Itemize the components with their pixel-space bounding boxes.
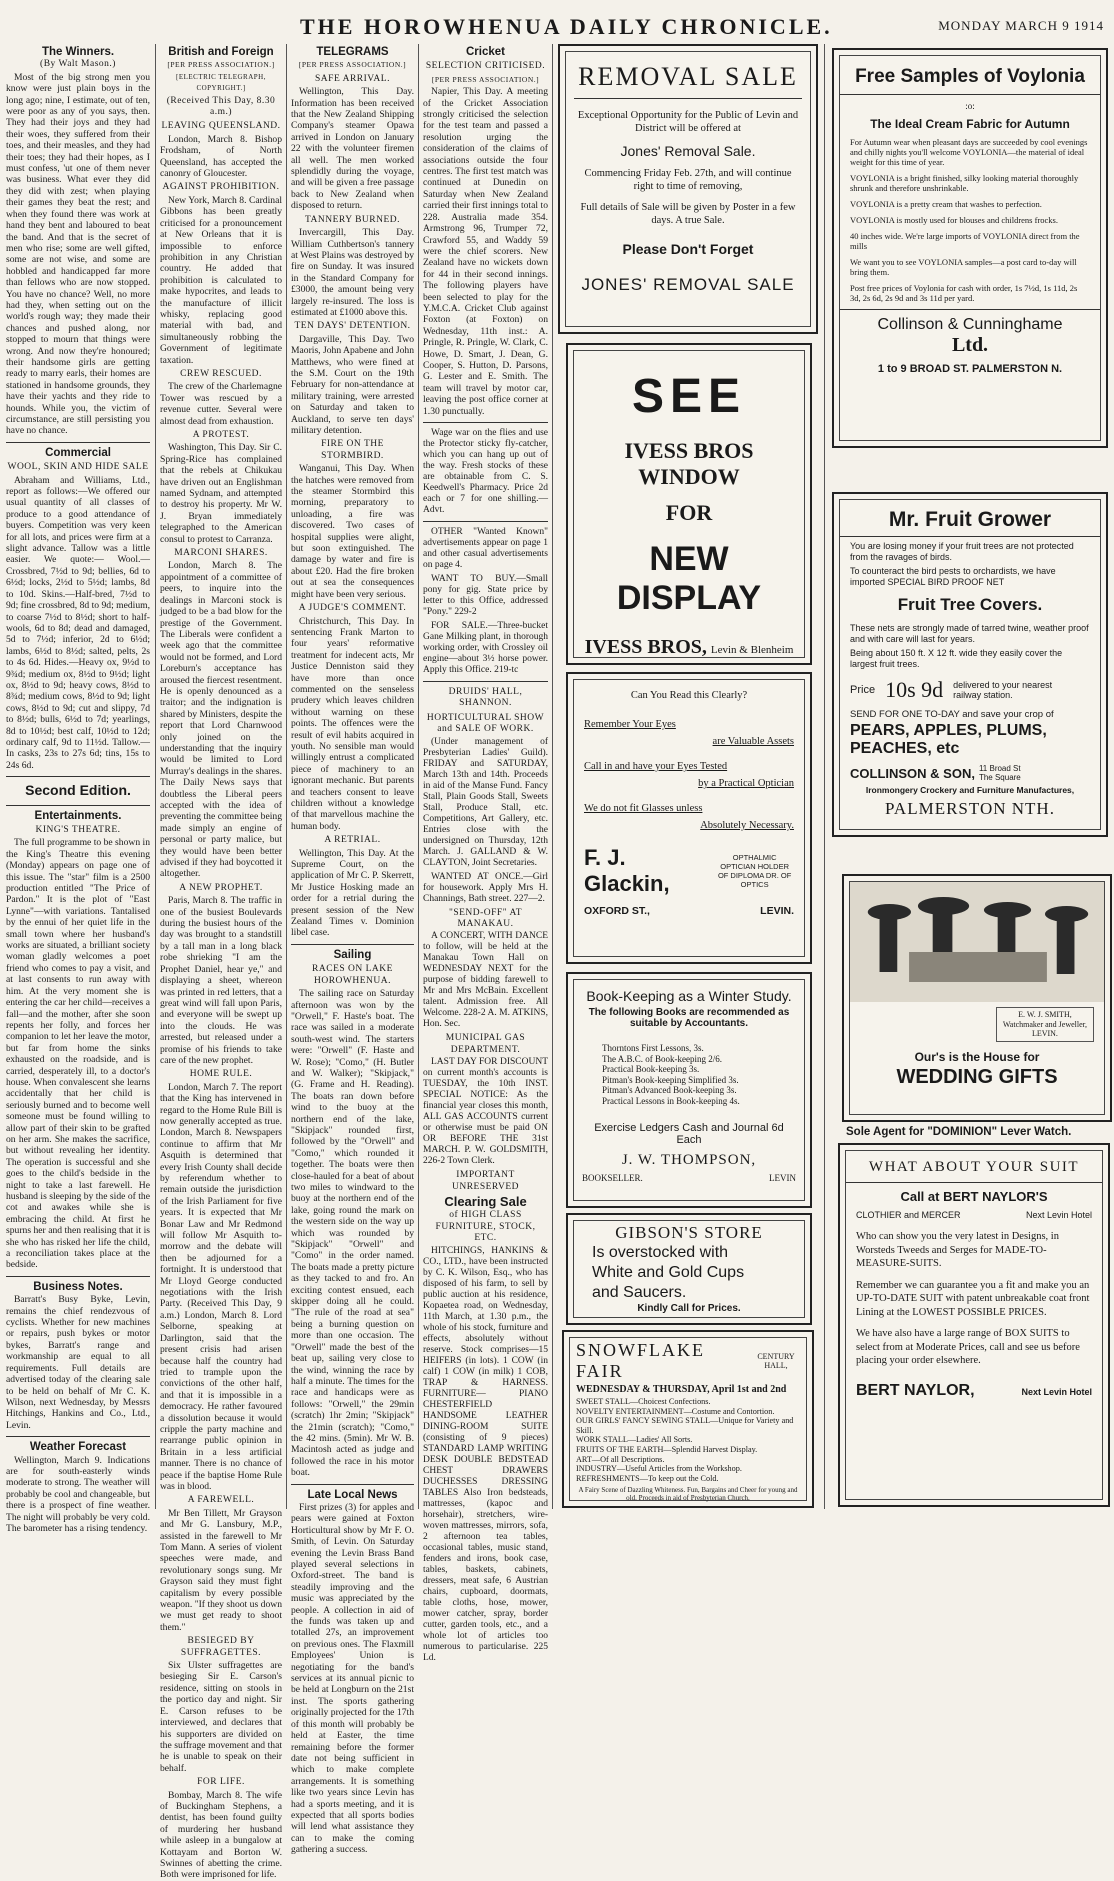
notice-heading: HORTICULTURAL SHOW and SALE OF WORK. [426, 712, 545, 735]
story-body: Christchurch, This Day. In sentencing Frank Marton to four years' reformative treatment for indecent acts, Mr Justice Denniston said they have more than once commented on the senseless prudery which leaves children without warning on these points. The offences were the result of evil habits acquired in youth. No sensible man would willingly entrust a complicated piece of machinery to an ignorant mechanic. But parents and teachers consent to leave children without a knowledge of that marvellous machine the human body. [291, 615, 414, 832]
ad-voylonia [832, 48, 1108, 448]
section-title-telegrams: TELEGRAMS [316, 46, 389, 58]
ad-glackin-optician [566, 672, 812, 964]
ad-text: Mr. Fruit Grower [888, 508, 1052, 531]
classified-forsale: FOR SALE.—Three-bucket Gane Milking plant, in thorough working order, with Crossley oil engine—about 3½ horse power. Apply this Office. 219-tc [423, 621, 548, 675]
ad-text: VOYLONIA is mostly used for blouses and childrens frocks. [850, 215, 1058, 225]
story-body: Washington, This Day. Sir C. Spring-Rice has complained that the rebels at Chikukau have driven out an Englishman named Sydnam, and attempted to destroy his property. Mr W. J. Bryan immediately telegraphed to the American consul to protest to Carranza. [160, 442, 282, 545]
clearing-sale-title: Clearing Sale [444, 1194, 527, 1210]
story-heading: SAFE ARRIVAL. [315, 73, 390, 84]
ad-text: Is overstocked with [592, 1244, 729, 1261]
column-rule [418, 44, 419, 1509]
ad-text: These nets are strongly made of tarred twine, weather proof and with care will last for years. [850, 623, 1089, 644]
story-heading: TEN DAYS' DETENTION. [294, 321, 411, 332]
section-title-british-foreign: British and Foreign [168, 46, 274, 58]
ad-text: VOYLONIA is a bright finished, silky looking material thoroughly shrunk and therefore unshrinkable. [850, 173, 1079, 193]
list-item: Pitman's Advanced Book-keeping 3s. [602, 1085, 737, 1095]
story-heading: CREW RESCUED. [180, 368, 262, 379]
story-heading: A RETRIAL. [324, 835, 381, 846]
ad-text: J. W. THOMPSON, [621, 1152, 757, 1168]
story-body: Six Ulster suffragettes are besieging Sir E. Carson's residence, sitting on stools in the portico day and night. Sir E. Carson refuses to be interviewed, and declares that his supporters are divided on the suffrage movement and that he is unable to speak on their behalf. [160, 1660, 282, 1774]
list-item: OUR GIRLS' FANCY SEWING STALL—Unique for Variety and Skill. [576, 1416, 794, 1435]
divider [291, 944, 414, 945]
column-rule [286, 44, 287, 1509]
story-heading: TANNERY BURNED. [304, 214, 401, 225]
issue-date: MONDAY MARCH 9 1914 [938, 18, 1104, 33]
story-heading: MARCONI SHARES. [174, 548, 268, 559]
ad-text: Absolutely Necessary. [700, 820, 794, 831]
notice-body: A CONCERT, WITH DANCE to follow, will be held at the Manakau Town Hall on WEDNESDAY NEXT for the purpose of bidding farewell to Mr and Mrs McBain. Excellent talent. Admission free. All Welcome. 228-2 A. M. ATKINS, Hon. Sec. [423, 931, 548, 1030]
ad-text: E. W. J. SMITH, [1018, 1010, 1072, 1019]
ad-text: Collinson & Cunninghame [877, 316, 1063, 333]
divider [6, 776, 150, 777]
ad-text: You are losing money if your fruit trees are not protected from the ravages of birds. [850, 541, 1074, 562]
story-body: Mr Ben Tillett, Mr Grayson and Mr G. Lansbury, M.P., assisted in the farewell to Mr Tom Mann. A series of violent speeches were made, and revolutionary songs sung. Mr Grayson said they must fight capitalism by every possible weapon. "If they shoot us down we must get ready to shoot them." [160, 1507, 282, 1633]
ad-thompson-bookseller [566, 972, 812, 1208]
ad-text: Levin & Blenheim [710, 644, 794, 656]
subheading: KING'S THEATRE. [35, 825, 121, 835]
ad-text: IVESS BROS, [584, 636, 707, 658]
story-heading: LEAVING QUEENSLAND. [161, 121, 281, 132]
ad-text: Commencing Friday Feb. 27th, and will continue right to time of removing, [584, 168, 792, 192]
ad-text: PEARS, APPLES, PLUMS, [850, 722, 1047, 739]
ad-text: Exceptional Opportunity for the Public of Levin and District will be offered at [577, 110, 799, 134]
article-body: Wellington, March 9. Indications are for south-easterly winds moderate to strong. The weather will probably be cool and changeable, but there is a prospect of fine weather. The night will probably be very cold. The barometer has a rising tendency. [6, 1454, 150, 1534]
press-credit: [PER PRESS ASSOCIATION.] [167, 60, 275, 70]
notice-heading: of HIGH CLASS FURNITURE, STOCK, ETC. [435, 1210, 536, 1244]
ad-text: Book-Keeping as a Winter Study. [586, 988, 792, 1004]
ad-text: Remember we can guarantee you a fit and make you an UP-TO-DATE SUIT with patent unbreakable coat front Lining at the LOWEST POSSIBLE PRICES. [856, 1279, 1090, 1318]
ad-text: Full details of Sale will be given by Poster in a few days. A true Sale. [580, 202, 796, 226]
list-item: FRUITS OF THE EARTH—Splendid Harvest Display. [576, 1444, 758, 1454]
ad-text: Ltd. [951, 334, 989, 356]
story-heading: FOR LIFE. [197, 1777, 245, 1788]
column-rule [824, 44, 825, 1509]
list-item: Pitman's Book-keeping Simplified 3s. [602, 1074, 739, 1085]
notice-body: HITCHINGS, HANKINS & CO., LTD., have been instructed by C. K. Wilson, Esq., who has disposed of his farm, to sell by public auction at his residence, Kopaetea road, on Wednesday, 11th March, at 1.30 p.m., the whole of his stock, furniture and effects, absolutely without reserve. Stock comprises—15 HEIFERS (in lots). 1 COW (in calf) 1 COW (in milk) 1 COB, TRAP & HARNESS. FURNITURE— PIANO CHESTERFIELD HANDSOME LEATHER DINING-ROOM SUITE (consisting of 9 pieces) STANDARD LAMP WRITING DESK DOUBLE BEDSTEAD CHEST DRAWERS DUCHESSES DRESSING TABLES Also Iron bedsteads, mattresses, (kapoc and horsehair), stretchers, wire-woven mattresses, mirrors, sofa, 2 afternoon tea tables, occasional tables, music stand, fenders and irons, book case, tables, baskets, cabinets, dressers, meat safe, 6 Austrian chairs, cupboard, doormats, table cloths, hose, mower, mower catcher, spray, border cutter, garden tools, etc., and a whole lot of articles too numerous to particularise. 225 Ld. [423, 1245, 548, 1663]
story-heading: A NEW PROPHET. [179, 882, 263, 893]
masthead [0, 0, 1114, 40]
ad-text: :o: [965, 101, 975, 111]
story-heading: BESIEGED BY SUFFRAGETTES. [180, 1636, 262, 1658]
ad-bert-naylor [838, 1143, 1110, 1507]
subheading: WOOL, SKIN AND HIDE SALE [7, 462, 149, 473]
newspaper-title: THE HOROWHENUA DAILY CHRONICLE. [300, 14, 833, 39]
ad-text: and Saucers. [592, 1284, 687, 1301]
section-title-business: Business Notes. [33, 1280, 123, 1293]
ad-text: Free Samples of Voylonia [855, 66, 1085, 87]
ad-text: IVESS BROS WINDOW [624, 438, 754, 489]
ad-text: WEDDING GIFTS [896, 1065, 1058, 1088]
ad-text: Call in and have your Eyes Tested [584, 761, 728, 772]
list-item: The A.B.C. of Book-keeping 2/6. [602, 1053, 722, 1064]
divider [423, 681, 548, 682]
ad-text: We do not fit Glasses unless [584, 803, 703, 814]
ad-text: Call at BERT NAYLOR'S [900, 1189, 1048, 1204]
story-heading: FIRE ON THE STORMBIRD. [321, 439, 384, 461]
ad-text: Next Levin Hotel [1025, 1210, 1092, 1220]
ad-text: CLOTHIER and MERCER [856, 1210, 961, 1220]
list-item: Thorntons First Lessons, 3s. [602, 1043, 704, 1053]
story-heading: HOME RULE. [189, 1069, 253, 1080]
smith-agent-line: Sole Agent for "DOMINION" Lever Watch. [846, 1126, 1072, 1138]
ad-text: COLLINSON & SON, [850, 765, 975, 781]
ad-text: 40 inches wide. We're large imports of VOYLONIA direct from the mills [850, 231, 1080, 251]
ad-text: CENTURY HALL, [757, 1352, 795, 1370]
ad-text: LEVIN [769, 1173, 796, 1183]
ad-title: REMOVAL SALE [578, 62, 798, 91]
notice-other: OTHER "Wanted Known" advertisements appear on page 1 and other casual advertisements on page 4. [423, 527, 548, 570]
section-title-entertainments: Entertainments. [34, 809, 122, 822]
story-body: London, March 8. The appointment of a committee of peers, to inquire into the dealings in Marconi stock is judged to be a bad blow for the prestige of the Government. The Liberals were confident a week ago that the committee would not be formed, and Lord Loreburn's acceptance has aroused the fiercest resentment. He is openly denounced as a traitor; and the indignation is shared by Ministers, despite the report that Lord Charnwood only joined on the understanding that the inquiry would be limited to Lord Murray's dealings in the shares. The Daily News says that doubtless the Liberal peers accepted with the idea of preventing the committee being made simply an engine of personal or party malice, but they would have been better advised if they had boycotted it altogether. [160, 560, 282, 880]
ad-text: Jones' Removal Sale. [620, 143, 756, 159]
story-heading: A PROTEST. [192, 430, 250, 440]
divider [423, 422, 548, 423]
story-body: The sailing race on Saturday afternoon was won by the "Orwell," F. Haste's boat. The race was sailed in a moderate south-west wind. The starters were: "Orwell" (F. Haste and W. Rose); "Como," (H. Butler and W. Walker); "Skipjack," (G. Frame and H. Reading). The boats ran down before wind to the buoy at the northern end of the lake, "Skipjack" rounded first, followed by the "Orwell" and "Como," which rounded it together. The boats were then close-hauled for a beat of about two miles to windward to the buoy at the northern end of the lake, going round the mark on the western side on the way up which was rounded by "Skipjack" "Orwell" and "Como" in the order named. The boats made a pretty picture as they tacked to and fro. An exciting contest ensued, each skipper doing all he could. "The rule of the road at sea" being a burning question on more than one occasion. The "Orwell" made the best of the beat up, sailing very close to the wind, winning the race by half a minute. The times for the race and handicaps were as follows: "Orwell," the 29min (scratch) 1hr 2min; "Skipjack" the 21min (scratch); "Como," the 42 mins. (5min). Mr W. B. Macintosh acted as judge and followed the race in his motor boat. [291, 988, 414, 1479]
column-rule [552, 44, 553, 1509]
story-heading: RACES ON LAKE HOROWHENUA. [312, 964, 393, 986]
story-body: Wellington, This Day. At the Supreme Court, on the application of Mr C. P. Skerrett, Mr Justice Hosking made an order for a retrial during the present session of the New Zealand Times v. Dominion libel case. [291, 847, 414, 939]
classified-wanted: WANTED AT ONCE.—Girl for housework. Apply Mrs H. Channings, Bath street. 227—2. [423, 871, 548, 904]
fair-list [576, 1397, 800, 1483]
ad-text: Remember Your Eyes [584, 719, 676, 730]
list-item: SWEET STALL—Choicest Confections. [576, 1397, 711, 1406]
column-3 [291, 44, 414, 1856]
ad-text: are Valuable Assets [712, 736, 794, 747]
ad-text: 1 to 9 BROAD ST. PALMERSTON N. [877, 363, 1063, 375]
section-title-sailing: Sailing [333, 948, 372, 961]
ad-ivess-bros [566, 343, 812, 665]
notice-heading: "SEND-OFF" AT MANAKAU. [448, 907, 523, 930]
article-body: Abraham and Williams, Ltd., report as follows:—We offered our usual quantity of all classes of produce to a good attendance of buyers. Competition was very keen for all lots, and prices were firm at a slight advance. Tallow was a little easier. We quote:— Wool.—Crossbred, 7½d to 9d; bellies, 6d to 6½d; locks, 2½d to 5½d; lambs, 8d to 10d. Skins.—Half-bred, 7½d to 9d; fine crossbred, 8d to 9d; medium, to coarse 7½d to 8½d; short to half-wools, 6d to 8d; dead and damaged, 5d to 7½d; inferior, 2d to 6½d; lambs, 6½d to 8½d; salted, pelts, 2s to 4s 6d. Hides.—Heavy ox, 9½d to 9¾d; medium ox, 8½d to 9½d; light ox, 8½d to 9d; heavy cows, 8½d to 8¾d; medium cows, 8½d to 9d; light cows, 8½d to 9d; cut and slippy, 7d to 8½d; bulls, 6½d to 7d; yearlings, 8d to 10½d; best calf, 10½d to 12d; ordinary calf, 9d to 11½d. Tallow.—In casks, 23s to 27s 6d; tins, 15s to 24s 6d. [6, 474, 150, 771]
classified-want: WANT TO BUY.—Small pony for gig. State price by letter to this Office, addressed "Pony." 229-2 [423, 574, 548, 617]
ad-text: A Fairy Scene of Dazzling Whiteness. Fun, Bargains and Cheer for young and old. Proceeds in aid of Presbyterian Church. [578, 1486, 798, 1503]
story-body: Invercargill, This Day. William Cuthbertson's tannery at West Plains was destroyed by fire on Sunday. It was insured in the Standard Company for £3000, the amount being very largely re-insured. The loss is estimated at £1000 above this. [291, 227, 414, 318]
ad-text: delivered to your nearest railway station. [953, 680, 1053, 700]
ad-text: JONES' REMOVAL SALE [581, 275, 795, 294]
flies-advert: Wage war on the flies and use the Protector sticky fly-catcher, which you can hang up out of the way. Fresh stocks of these are obtainable from C. S. Keedwell's Pharmacy. Price 2d each or 7 for one shilling.—Advt. [423, 428, 548, 515]
ad-text: We want you to see VOYLONIA samples—a post card to-day will bring them. [850, 257, 1077, 277]
ad-text: NEW DISPLAY [616, 540, 762, 617]
ad-text: OPTHALMIC OPTICIAN HOLDER OF DIPLOMA DR. OF OPTICS [717, 853, 792, 889]
story-heading: A JUDGE'S COMMENT. [298, 603, 407, 614]
column-rule [155, 44, 156, 1509]
ad-text: by a Practical Optician [698, 778, 794, 789]
ad-text: For Autumn wear when pleasant days are succeeded by cool evenings and chilly nights you'll welcome VOYLONIA—the material of ideal weight for this time of year. [850, 137, 1088, 167]
story-body: Napier, This Day. A meeting of the Cricket Association strongly criticised the selection for the test team and passed a resolution urging the consideration of the claims of associations outside the four centres. The first test match was continued at Dunedin on Saturday when New Zealand carried their first innings total to 228. Australia made 354. Armstrong 96, Trumper 72, Crawford 55, and Waddy 59 were the chief scorers. New Zealand have no wickets down for 44 in their second innings. The following players have been selected to play for the Y.M.C.A. Cricket Club against Foxton (at Foxton) on Wednesday, 11th inst.: A. Pringle, R. Pringle, W. Clark, C. Howe, D. Smart, J. Dean, G. Cooper, S. Hutton, D. Parsons, G. Lester and E. Smith. The team will travel by motor car, leaving the post office corner at 1.30 punctually. [423, 86, 548, 417]
divider [6, 1436, 150, 1437]
book-list [602, 1043, 796, 1106]
ad-text: Ironmongery Crockery and Furniture Manufactures, [865, 785, 1075, 795]
ad-footer [582, 636, 796, 659]
story-body: Paris, March 8. The traffic in one of the busiest Boulevards during the busiest hours of the day was brought to a standstill by a tall man in a long black robe shrieking "I am the Prophet Daniel, hear ye," and displaying a sheet, whereon was printed in red letters, that a great wind will fall upon Paris, and everyone will be swept up into the clouds. He was arrested, but released under a promise of his friends to take care of the new prophet. [160, 895, 282, 1066]
press-credit: [PER PRESS ASSOCIATION.] [431, 74, 540, 84]
notice-body: LAST DAY FOR DISCOUNT on current month's accounts is TUESDAY, the 10th INST. SPECIAL NOTICE: As the financial year closes this month, ALL GAS ACCOUNTS current or otherwise must be paid ON OR BEFORE THE 31st MARCH. P. W. GOLDSMITH, 226-2 Town Clerk. [423, 1057, 548, 1167]
list-item: WORK STALL—Ladies' All Sorts. [576, 1435, 693, 1445]
ad-text: PALMERSTON NTH. [885, 799, 1055, 818]
ad-smith-jeweller [842, 874, 1112, 1122]
ad-text: The following Books are recommended as suitable by Accountants. [588, 1007, 790, 1029]
ad-text: Kindly Call for Prices. [637, 1303, 741, 1314]
ad-text: Please Don't Forget [622, 241, 754, 257]
ad-removal-sale [558, 44, 818, 334]
ad-text: Post free prices of Voylonia for cash with order, 1s 7½d, 1s 11d, 2s 3d, 2s 6d, 2s 9d and 3s 11d per yard. [850, 283, 1078, 303]
ad-text: SNOWFLAKE FAIR [576, 1340, 705, 1381]
column-4 [423, 44, 548, 1663]
notice-heading: DRUIDS' HALL, SHANNON. [448, 687, 523, 709]
list-item: REFRESHMENTS—To keep out the Cold. [576, 1473, 719, 1483]
ad-text: 11 Broad St [978, 764, 1021, 773]
ad-footer [584, 845, 794, 897]
ad-text: Who can show you the very latest in Designs, in Worsteds Tweeds and Serges for MADE-TO-MEASURE-SUITS. [856, 1231, 1059, 1269]
ad-text: FOR [665, 500, 713, 525]
divider [6, 442, 150, 443]
ad-text: WEDNESDAY & THURSDAY, April 1st and 2nd [576, 1384, 787, 1395]
ad-text: Price [850, 684, 876, 696]
story-body: New York, March 8. Cardinal Gibbons has been greatly criticised for a pronouncement at New Orleans that it is impossible to enforce prohibition in any Christian country. He added that prohibition is calculated to make hypocrites, and leads to the manufacture of illicit whisky, replacing good material with bad, and simultaneously robbing the Government of legitimate taxation. [160, 194, 282, 366]
story-body: Wanganui, This Day. When the hatches were removed from the steamer Stormbird this morning, preparatory to unloading, a fire was discovered. Two cases of hospital supplies were alight, but soon extinguished. The damage by water and fire is about £20. Had the fire broken out at sea the consequences might have been very serious. [291, 463, 414, 600]
ad-text: BOOKSELLER. [582, 1173, 643, 1183]
ad-text: Can You Read this Clearly? [630, 690, 748, 701]
ad-text: SEND FOR ONE TO-DAY and save your crop of [850, 709, 1054, 720]
ad-text: White and Gold Cups [592, 1264, 745, 1281]
notice-heading: IMPORTANT UNRESERVED [451, 1170, 520, 1192]
story-body: The crew of the Charlemagne Tower was rescued by a revenue cutter. Several were almost dead from exhaustion. [160, 381, 283, 427]
story-body: First prizes (3) for apples and pears were gained at Foxton Horticultural show by Mr F. O. Smith, of Levin. On Saturday evening the Levin Brass Band played several selections in Oxford-street. The band is steadily improving and the music was appreciated by the people. A collection in aid of the funds was taken up and totalled 27s, an improvement on previous ones. The Flaxmill Employees' Union is negotiating for the band's services at its annual picnic to be held at Longburn on the 21st inst. The sports gathering originally projected for the 17th of this month will probably be held at Easter, the time remaining before the former date not being sufficient in which to make complete arrangements. It is something like two years since Levin has had a sports meeting, and it is expected that all sports bodies will lend what assistance they can to make the coming gathering a success. [291, 1501, 414, 1856]
divider [6, 1276, 150, 1277]
ad-text: WHAT ABOUT YOUR SUIT [868, 1159, 1080, 1175]
second-edition-heading: Second Edition. [25, 782, 131, 799]
ad-text: The Ideal Cream Fabric for Autumn [870, 117, 1070, 131]
ad-text: We have also have a large range of BOX SUITS to select from at Moderate Prices, call and see us before placing your order elsewhere. [856, 1328, 1080, 1366]
ad-text: Watchmaker and Jeweller, [1002, 1019, 1087, 1029]
ad-text: Fruit Tree Covers. [897, 595, 1043, 614]
ad-text: GIBSON'S STORE [615, 1223, 763, 1242]
list-item: ART—Of all Descriptions. [576, 1454, 665, 1464]
list-item: INDUSTRY—Useful Articles from the Workshop. [576, 1464, 742, 1474]
section-title-commercial: Commercial [45, 446, 111, 459]
press-credit: [PER PRESS ASSOCIATION.] [298, 60, 407, 70]
list-item: Practical Book-keeping 3s. [602, 1064, 700, 1074]
section-title-late-local: Late Local News [307, 1488, 398, 1501]
article-body: Barratt's Busy Byke, Levin, remains the chief rendezvous of cyclists. Whether for new machines or repairs, push bykes or motor bykes, Barratt's range and workmanship are equal to all requirements. Full details are advertised today of the clearing sale to be held on behalf of Mr C. K. Wilson, next Wednesday, by Messrs Hitchings, Hankins and Co., Ltd., Levin. [6, 1294, 150, 1431]
story-heading: A FAREWELL. [187, 1495, 255, 1506]
article-title-winners: The Winners. [41, 46, 115, 58]
ad-text: SEE [631, 370, 747, 423]
story-body: Dargaville, This Day. Two Maoris, John Apabene and John Matthews, who were fined at the S.M. Court on the 19th February for non-attendance at military training, were arrested on Saturday and taken to Auckland, to serve ten days' military detention. [291, 333, 414, 436]
notice-body: (Under management of Presbyterian Ladies' Guild). FRIDAY and SATURDAY, March 13th and 14th. Proceeds in aid of the Manse Fund. Fancy Stall, Plain Goods Stall, Sweets Stall, Produce Stall, etc. Competitions, Art Gallery, etc. Entries close with the undersigned on Thursday, 12th March. J. GALLAND & W. CLAYTON, Joint Secretaries. [423, 736, 548, 868]
story-body: Wellington, This Day. Information has been received that the New Zealand Shipping Company's steamer Opawa arrived in London on January 22 with the volunteer firemen all well. The men worked splendidly during the voyage, and will be given a free passage back to New Zealand when disposed to return. [291, 86, 414, 212]
ad-text: Our's is the House for [914, 1049, 1040, 1064]
section-title-cricket: Cricket [466, 46, 505, 58]
received-line: (Received This Day, 8.30 a.m.) [166, 95, 276, 118]
divider [6, 805, 150, 806]
price: 10s 9d [885, 677, 944, 702]
ad-text: VOYLONIA is a pretty cream that washes to perfection. [850, 199, 1042, 209]
story-body: London, March 8. Bishop Frodsham, of North Queensland, has accepted the canonry of Gloucester. [160, 133, 282, 180]
notice-heading: MUNICIPAL GAS DEPARTMENT. [445, 1033, 526, 1055]
copyright-line: [ELECTRIC TELEGRAPH, COPYRIGHT.] [176, 72, 266, 93]
section-title-weather: Weather Forecast [29, 1441, 127, 1454]
ad-text: Being about 150 ft. X 12 ft. wide they easily cover the largest fruit trees. [850, 648, 1063, 669]
ad-snowflake-fair [562, 1330, 814, 1508]
list-item: NOVELTY ENTERTAINMENT—Costume and Contortion. [576, 1406, 775, 1416]
article-body: Most of the big strong men you know were just plain boys in the long ago; nine, I estimate, out of ten, were poor as any of you says, then. They had their joys and they had their woes, they suffered from their toes, and their measles, and they had their toes; they had their hopes, as I must confess, 'ut one of them never was business. What ever they did they did with zest; when playing their games they beat the rest; and when they found there was work at hand they bent and laboured to beat the band. And that is the secret of men who rise; some are well gifted, some are not wise, and some are hobbled and handicapped far more than fellows who are now stopped. You have no chance? Well, no more had they, when setting out on the world's rough way; they made their chances and pushed along, nor stopped to mourn that things were wrong. And now they're honoured; their handsome girls are getting ready to marry earls, their homes are stationed in handsome grounds, they have their yachts and they ride to hounds. While you, the victim of circumstance, are still persisting you have no chance. [6, 71, 150, 437]
story-heading: AGAINST PROHIBITION. [162, 182, 280, 193]
ad-fruit-grower [832, 492, 1108, 837]
divider [423, 521, 548, 522]
divider [291, 1484, 414, 1485]
column-2 [160, 44, 283, 1881]
ad-text: To counteract the bird pests to orchardists, we have imported SPECIAL BIRD PROOF NET [850, 566, 1056, 587]
article-body: The full programme to be shown in the King's Theatre this evening (Monday) appears on page one of this issue. The "star" film is a 2500 production entitled "The Price of Pardon." It is the plot of "East Lynne"—with variations. Tantalised by the ennui of her quiet life in the small town where her husband's works are situated, a brilliant society woman gladly welcomes a poet friend who comes to pay a visit, and at last consents to run away with him. At the very moment she is entering the car her child—receives a fall—and the mother, after she soon repents her folly, and forces her companion to let her leave the motor, but far from home the sinks exhausted on the roadside, and is carried, desperately ill, to a doctor's house. When convalescent she learns accidentally that her child is seriously burned and to become well someone must be found willing to allow part of their skin to be grafted on her arm. She makes the sacrifice, but without revealing her identity. The operation is successful and she goes to the child's bedside in the night to take a last farewell. He husband is sleeping by the side of the cot and awakes while she is embracing the child. At first he spurns her and then realising that it is she who has risked her life the child, a reconciliation takes place at the bedside. [6, 837, 150, 1271]
ad-gibsons-store [566, 1213, 812, 1325]
ad-text: BERT NAYLOR, [856, 1381, 975, 1399]
column-1 [6, 44, 150, 1534]
story-heading: SELECTION CRITICISED. [425, 61, 546, 72]
byline: (By Walt Mason.) [40, 59, 116, 70]
list-item: Practical Lessons in Book-keeping 4s. [602, 1095, 740, 1106]
ad-text: The Square [978, 773, 1021, 782]
ad-text: PEACHES, etc [850, 740, 960, 757]
story-body: Bombay, March 8. The wife of Buckingham Stephens, a dentist, has been found guilty of murdering her husband while asleep in a bungalow at Kottayam and Borton W. Swinnes of abetting the crime. Both were imprisoned for life. [160, 1789, 282, 1881]
wedding-illustration [850, 882, 1104, 1002]
ad-text: LEVIN. [760, 905, 794, 917]
ad-text: OXFORD ST., [584, 905, 650, 917]
ad-text: Next Levin Hotel [1021, 1386, 1092, 1397]
ad-text: LEVIN. [1031, 1029, 1058, 1038]
ad-text: F. J. Glackin, [584, 845, 670, 896]
story-body: London, March 7. The report that the King has intervened in regard to the Home Rule Bill is now generally accepted as true. London, March 8. Newspapers continue to affirm that Mr Asquith is determined that every Irish County shall decide by referendum whether to remain outside the jurisdiction of the Irish Parliament for five years. It is expected that Mr Bonar Law and Mr Redmond will follow Mr Asquith to-morrow and the debate will then be adjourned for a fortnight. It is understood that Mr Lloyd George conducted negotiations with the Irish Party. (Received This Day, 9 a.m.) London, March 8. Lord Selborne, speaking at Darlington, said that the present crisis had arisen because half the country had tried to trample upon the convictions of the other half, and that it is impossible in a democracy. He rather favoured a dissolution because it would cripple the party machine and rearrange public opinion in Britain in a less artificial manner. There is no chance of peace if the baptise Home Rule was in blood. [160, 1081, 282, 1492]
ad-text: Exercise Ledgers Cash and Journal 6d Each [594, 1122, 784, 1146]
